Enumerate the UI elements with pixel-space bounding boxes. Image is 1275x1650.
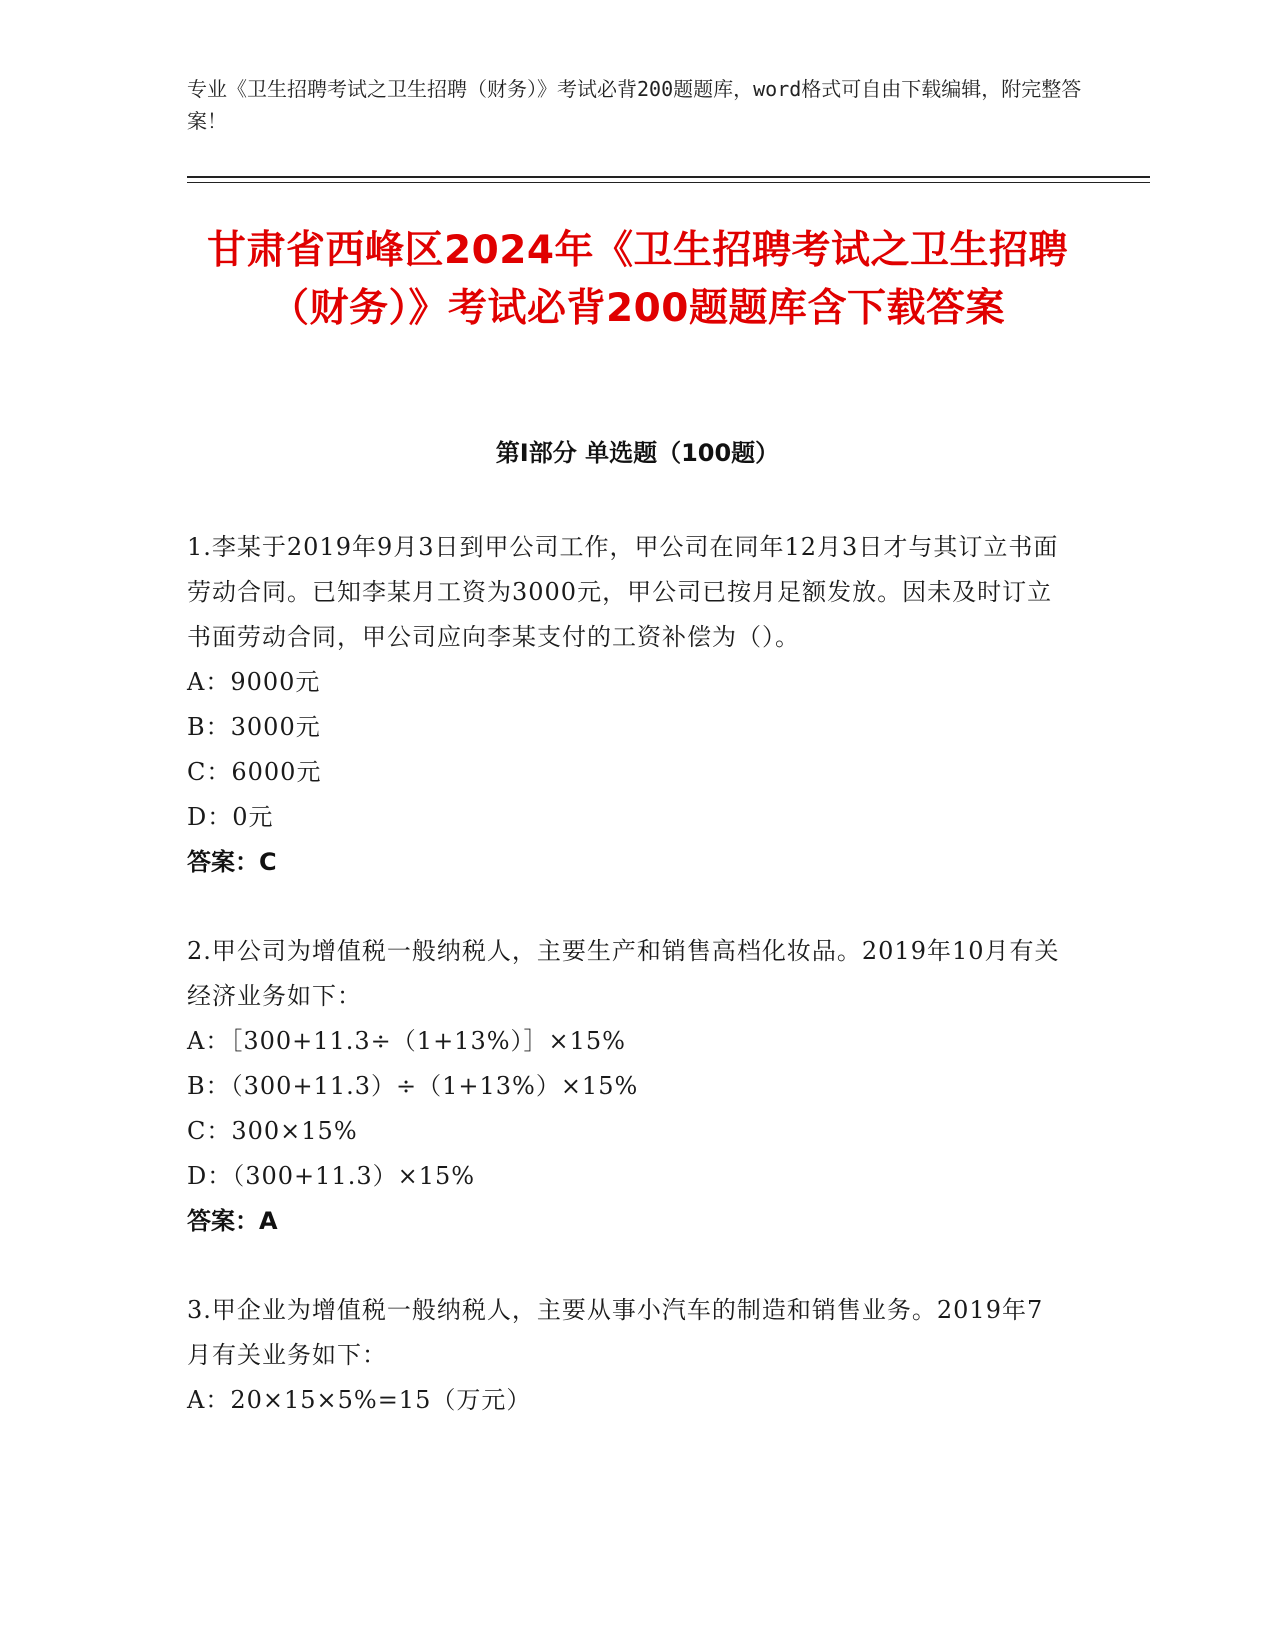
option-a: A：20×15×5%=15（万元） <box>187 1386 532 1414</box>
question-text: 3.甲企业为增值税一般纳税人，主要从事小汽车的制造和销售业务。2019年7月有关业务如下： <box>187 1296 1044 1369</box>
document-title: 甘肃省西峰区2024年《卫生招聘考试之卫生招聘（财务）》考试必背200题题库含下载答案 <box>206 228 1069 331</box>
option-d: D：0元 <box>187 803 274 831</box>
answer: 答案：A <box>187 1207 278 1235</box>
question-2 <box>187 929 1067 1244</box>
question-list <box>187 525 1067 1467</box>
question-3 <box>187 1288 1067 1423</box>
question-text: 1.李某于2019年9月3日到甲公司工作，甲公司在同年12月3日才与其订立书面劳动合同。已知李某月工资为3000元，甲公司已按月足额发放。因未及时订立书面劳动合同，甲公司应向李某支付的工资补偿为（）。 <box>187 533 1059 651</box>
option-c: C：6000元 <box>187 758 322 786</box>
option-c: C：300×15% <box>187 1117 358 1145</box>
question-text: 2.甲公司为增值税一般纳税人，主要生产和销售高档化妆品。2019年10月有关经济业务如下： <box>187 937 1060 1010</box>
option-b: B：3000元 <box>187 713 321 741</box>
header-divider-thin <box>187 182 1150 183</box>
option-a: A：9000元 <box>187 668 321 696</box>
option-d: D：（300+11.3）×15% <box>187 1162 476 1190</box>
header-note: 专业《卫生招聘考试之卫生招聘（财务）》考试必背200题题库，word格式可自由下载编辑，附完整答案！ <box>187 77 1082 133</box>
option-b: B：（300+11.3）÷（1+13%）×15% <box>187 1072 639 1100</box>
question-1 <box>187 525 1067 885</box>
answer: 答案：C <box>187 848 277 876</box>
option-a: A：［300+11.3÷（1+13%）］×15% <box>187 1027 626 1055</box>
header-divider-thick <box>187 176 1150 178</box>
section-title: 第I部分 单选题（100题） <box>495 439 780 467</box>
